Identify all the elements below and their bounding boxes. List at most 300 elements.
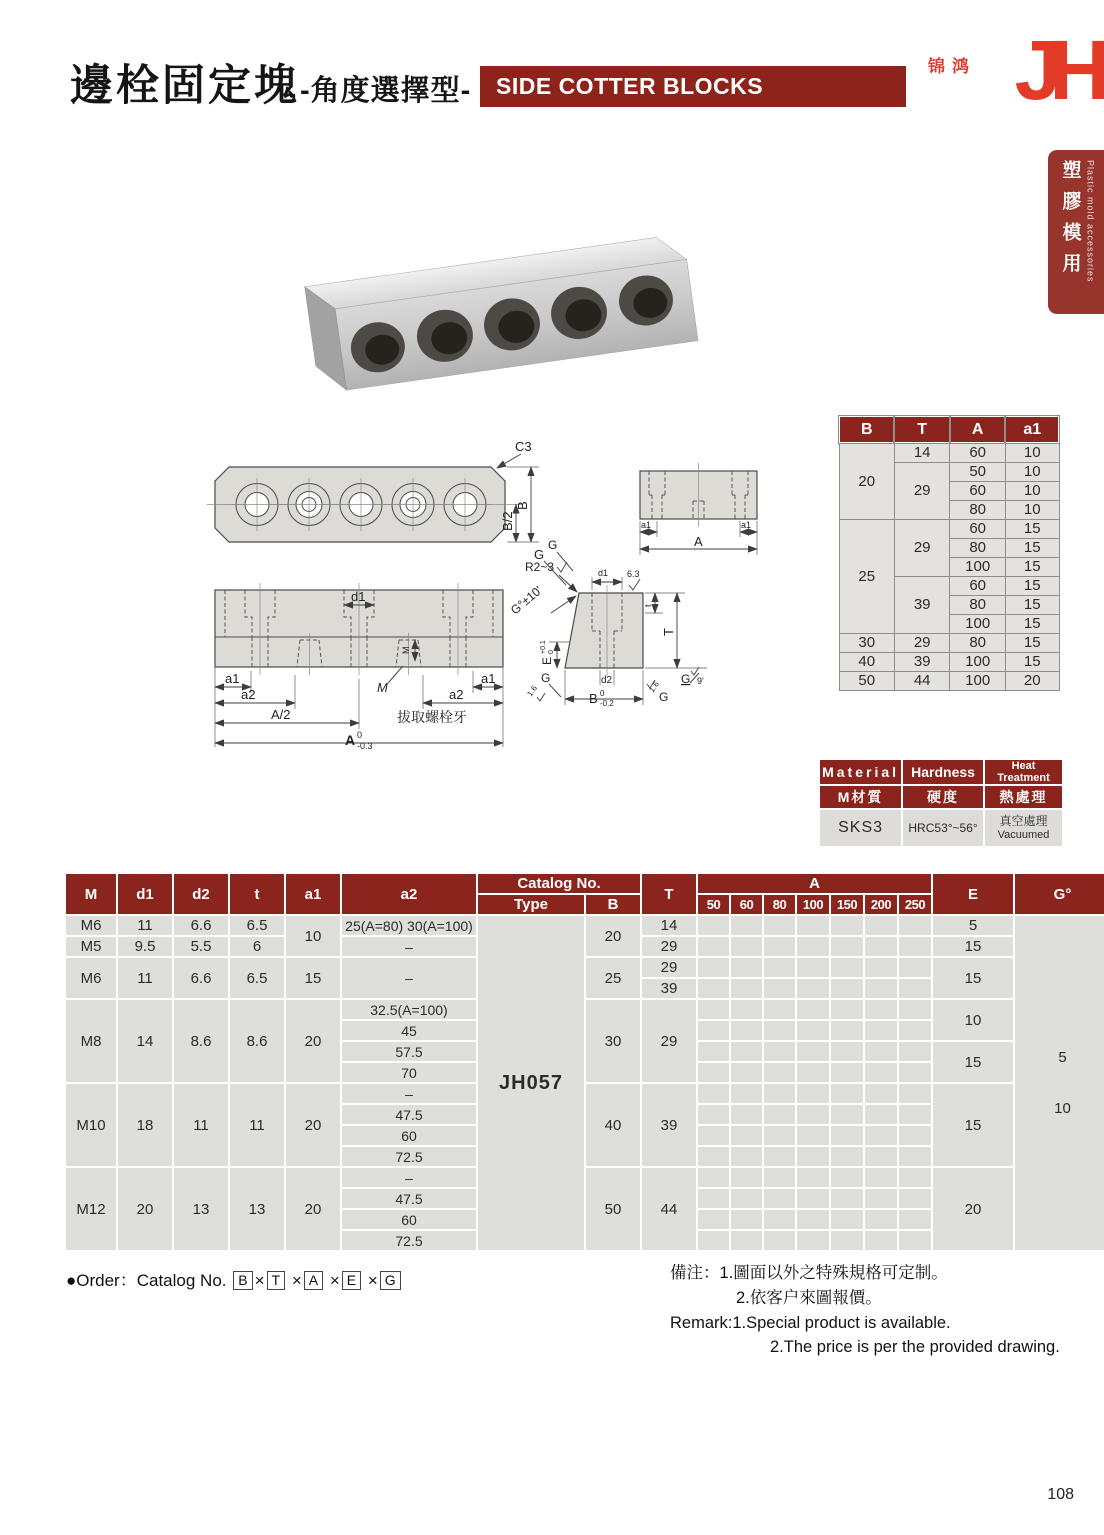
- spec-a-cell: [764, 1210, 795, 1229]
- spec-cell-t: 6.5: [230, 916, 284, 935]
- table-row: [66, 916, 1104, 935]
- label-a-tol-sub: -0.3: [357, 741, 373, 751]
- spec-cell-d2: 13: [174, 1168, 228, 1250]
- bta-cell-a1: 15: [1005, 557, 1059, 576]
- bta-cell-a1: 10: [1005, 443, 1059, 462]
- bta-cell-t: 29: [894, 633, 949, 652]
- table-row: [839, 633, 1059, 652]
- spec-cell-e: 10: [933, 1000, 1013, 1040]
- mat-header-hardness-zh: 硬度: [903, 786, 983, 808]
- spec-cell-T: 39: [642, 1084, 696, 1166]
- label-c3: C3: [515, 439, 532, 454]
- spec-cell-t: 8.6: [230, 1000, 284, 1082]
- logo-chinese-text: 锦鸿: [928, 57, 976, 76]
- spec-cell-b: 40: [586, 1084, 640, 1166]
- bta-cell-a: 100: [950, 652, 1006, 671]
- remark-en-2: 2.The price is per the provided drawing.: [770, 1338, 1060, 1357]
- spec-a-cell: [831, 979, 863, 998]
- spec-a-cell: [764, 1126, 795, 1145]
- bta-cell-a1: 15: [1005, 633, 1059, 652]
- spec-cell-b: 50: [586, 1168, 640, 1250]
- spec-header-a200: 200: [865, 895, 897, 914]
- spec-cell-a2: –: [342, 1168, 476, 1187]
- label-a1-right: a1: [481, 671, 496, 686]
- spec-cell-m: M10: [66, 1084, 116, 1166]
- end-view: [640, 463, 757, 555]
- bta-cell-t: 39: [894, 652, 949, 671]
- label-end-a1-left: a1: [641, 520, 652, 530]
- label-d1-front: d1: [351, 589, 366, 604]
- spec-a-cell: [764, 1105, 795, 1124]
- spec-a-cell: [865, 1168, 897, 1187]
- spec-table-wrap: [64, 872, 1104, 1252]
- bta-header-a1: a1: [1005, 416, 1059, 443]
- spec-a-cell: [797, 1042, 829, 1061]
- mat-header-heat-zh: 熱處理: [985, 786, 1062, 808]
- bta-cell-t: 44: [894, 671, 949, 690]
- spec-g-value-1: 5: [1058, 1049, 1067, 1066]
- bta-cell-a: 80: [950, 595, 1006, 614]
- spec-cell-d1: 18: [118, 1084, 172, 1166]
- label-g-bottom-left: G: [541, 671, 551, 685]
- spec-cell-T: 44: [642, 1168, 696, 1250]
- bta-cell-a1: 10: [1005, 500, 1059, 519]
- spec-header-m: M: [66, 874, 116, 914]
- spec-header-a50: 50: [698, 895, 729, 914]
- spec-a-cell: [899, 1210, 931, 1229]
- label-e-sub: 0: [548, 650, 555, 654]
- label-end-a: A: [694, 534, 703, 549]
- spec-a-cell: [899, 1105, 931, 1124]
- label-g-plan: G: [534, 547, 545, 562]
- spec-a-cell: [865, 1105, 897, 1124]
- spec-cell-m: M12: [66, 1168, 116, 1250]
- spec-cell-a2: –: [342, 958, 476, 998]
- spec-a-cell: [865, 1063, 897, 1082]
- spec-cell-a2: –: [342, 937, 476, 956]
- spec-a-cell: [865, 1147, 897, 1166]
- spec-cell-a2: 32.5(A=100): [342, 1000, 476, 1019]
- company-logo: [922, 23, 1100, 122]
- mat-header-material: Material: [820, 760, 901, 784]
- spec-a-cell: [831, 1000, 863, 1019]
- spec-cell-T: 29: [642, 937, 696, 956]
- table-row: [66, 1000, 1104, 1019]
- spec-cell-a2: 45: [342, 1021, 476, 1040]
- spec-a-cell: [899, 958, 931, 977]
- spec-a-cell: [731, 1000, 762, 1019]
- spec-a-cell: [698, 979, 729, 998]
- order-line: [66, 1266, 403, 1291]
- size-combination-table: [838, 415, 1060, 691]
- spec-a-cell: [764, 937, 795, 956]
- bta-cell-t: 29: [894, 462, 949, 519]
- spec-a-cell: [764, 1147, 795, 1166]
- sidebar-tab-chinese: 塑膠模用: [1059, 160, 1081, 284]
- bta-cell-t: 39: [894, 576, 949, 633]
- bta-cell-a: 60: [950, 519, 1006, 538]
- spec-a-cell: [797, 1168, 829, 1187]
- spec-a-cell: [797, 1126, 829, 1145]
- spec-a-cell: [731, 1105, 762, 1124]
- material-table: [818, 758, 1064, 848]
- spec-header-a80: 80: [764, 895, 795, 914]
- order-box-b: B: [233, 1271, 252, 1290]
- order-times: ×: [367, 1271, 378, 1290]
- label-g-angle: G°±10': [507, 583, 545, 618]
- spec-a-cell: [764, 1231, 795, 1250]
- label-nine: 9': [697, 676, 704, 686]
- spec-a-cell: [731, 1189, 762, 1208]
- bta-header-t: T: [894, 416, 949, 443]
- bta-cell-a1: 10: [1005, 481, 1059, 500]
- spec-a-cell: [797, 1000, 829, 1019]
- spec-a-cell: [764, 1042, 795, 1061]
- spec-a-cell: [899, 1231, 931, 1250]
- spec-cell-a1: 20: [286, 1168, 340, 1250]
- spec-a-cell: [865, 958, 897, 977]
- spec-a-cell: [764, 979, 795, 998]
- spec-a-cell: [698, 1147, 729, 1166]
- spec-a-cell: [731, 1063, 762, 1082]
- label-b-sub: -0.2: [600, 699, 614, 708]
- spec-a-cell: [698, 1210, 729, 1229]
- spec-cell-t: 6: [230, 937, 284, 956]
- logo-jh-mark: JH: [1014, 23, 1098, 117]
- spec-header-a2: a2: [342, 874, 476, 914]
- spec-cell-e: 15: [933, 1042, 1013, 1082]
- bta-cell-a1: 15: [1005, 538, 1059, 557]
- spec-cell-d2: 6.6: [174, 958, 228, 998]
- spec-a-cell: [731, 1126, 762, 1145]
- spec-a-cell: [899, 1042, 931, 1061]
- spec-cell-a2: 60: [342, 1126, 476, 1145]
- bta-cell-b: 20: [839, 443, 894, 519]
- sidebar-tab-english: Plastic mold accessories: [1085, 160, 1096, 283]
- label-a2-left: a2: [241, 687, 256, 702]
- spec-cell-T: 29: [642, 1000, 696, 1082]
- spec-a-cell: [899, 979, 931, 998]
- spec-cell-d2: 11: [174, 1084, 228, 1166]
- spec-a-cell: [865, 1231, 897, 1250]
- spec-cell-d1: 20: [118, 1168, 172, 1250]
- spec-a-cell: [831, 1189, 863, 1208]
- spec-cell-e: 20: [933, 1168, 1013, 1250]
- label-extract-note: 拔取螺栓牙: [397, 709, 467, 725]
- label-r2-3: R2~3: [525, 560, 555, 574]
- spec-a-cell: [731, 1168, 762, 1187]
- spec-a-cell: [731, 1231, 762, 1250]
- spec-a-cell: [698, 1084, 729, 1103]
- spec-cell-m: M8: [66, 1000, 116, 1082]
- label-b-half: B/2: [500, 511, 515, 531]
- spec-a-cell: [698, 958, 729, 977]
- table-row: [839, 519, 1059, 538]
- spec-cell-a2: –: [342, 1084, 476, 1103]
- spec-a-cell: [764, 1168, 795, 1187]
- spec-a-cell: [899, 1084, 931, 1103]
- label-b-sup: 0: [600, 689, 605, 698]
- spec-a-cell: [797, 1105, 829, 1124]
- table-row: [66, 937, 1104, 956]
- table-row: [66, 1168, 1104, 1187]
- spec-header-d2: d2: [174, 874, 228, 914]
- spec-a-cell: [698, 1231, 729, 1250]
- spec-a-cell: [831, 916, 863, 935]
- remark-en-1: Remark:1.Special product is available.: [670, 1313, 951, 1332]
- spec-a-cell: [899, 1147, 931, 1166]
- label-d2: d2: [601, 675, 613, 686]
- spec-cell-a2: 70: [342, 1063, 476, 1082]
- label-d1-side: d1: [598, 568, 609, 578]
- spec-cell-d1: 11: [118, 958, 172, 998]
- spec-a-cell: [698, 1063, 729, 1082]
- spec-cell-b: 20: [586, 916, 640, 956]
- spec-a-cell: [797, 1084, 829, 1103]
- spec-a-cell: [797, 979, 829, 998]
- spec-a-cell: [831, 1231, 863, 1250]
- label-T: T: [661, 628, 676, 636]
- label-g-far-right: G: [681, 672, 691, 686]
- spec-cell-a2: 25(A=80) 30(A=100): [342, 916, 476, 935]
- order-times: ×: [329, 1271, 340, 1290]
- spec-a-cell: [797, 937, 829, 956]
- spec-a-cell: [731, 937, 762, 956]
- bta-cell-a1: 10: [1005, 462, 1059, 481]
- page-title: [70, 52, 471, 113]
- mat-value-hardness: HRC53°~56°: [903, 810, 983, 846]
- spec-a-cell: [865, 937, 897, 956]
- spec-table: [64, 872, 1104, 1252]
- table-row: [839, 671, 1059, 690]
- spec-a-cell: [831, 1063, 863, 1082]
- spec-a-cell: [899, 1000, 931, 1019]
- spec-a-cell: [764, 1189, 795, 1208]
- label-a-tol: A: [345, 732, 356, 748]
- spec-a-cell: [899, 1021, 931, 1040]
- product-photo: [250, 192, 720, 432]
- page-number: 108: [1047, 1486, 1074, 1503]
- spec-header-type: Type: [478, 895, 584, 914]
- bta-cell-b: 25: [839, 519, 894, 633]
- spec-a-cell: [764, 958, 795, 977]
- spec-a-cell: [865, 1210, 897, 1229]
- bta-cell-a: 100: [950, 614, 1006, 633]
- spec-g-value-2: 10: [1054, 1100, 1071, 1117]
- spec-a-cell: [797, 1063, 829, 1082]
- label-a-tol-sup: 0: [357, 730, 363, 740]
- label-e-sup: +0.1: [540, 640, 547, 654]
- spec-header-a150: 150: [831, 895, 863, 914]
- order-times: ×: [254, 1271, 265, 1290]
- page-title-sub: -角度選擇型-: [300, 75, 472, 107]
- label-finish-16-left: 1.6: [525, 683, 540, 699]
- spec-header-b: B: [586, 895, 640, 914]
- spec-header-catalog: Catalog No.: [478, 874, 640, 893]
- spec-cell-a2: 47.5: [342, 1105, 476, 1124]
- spec-cell-d2: 8.6: [174, 1000, 228, 1082]
- spec-header-a1: a1: [286, 874, 340, 914]
- bta-cell-a1: 20: [1005, 671, 1059, 690]
- spec-a-cell: [899, 937, 931, 956]
- remarks-block: [670, 1261, 1060, 1360]
- bta-cell-b: 40: [839, 652, 894, 671]
- spec-a-cell: [899, 1168, 931, 1187]
- spec-a-cell: [764, 1084, 795, 1103]
- spec-a-cell: [865, 1021, 897, 1040]
- spec-cell-t: 6.5: [230, 958, 284, 998]
- spec-a-cell: [865, 1189, 897, 1208]
- spec-a-cell: [831, 1105, 863, 1124]
- label-finish-63: 6.3: [627, 569, 640, 579]
- spec-a-cell: [764, 1021, 795, 1040]
- spec-a-cell: [764, 916, 795, 935]
- mat-value-heat-en: Vacuumed: [997, 828, 1050, 841]
- mat-header-hardness: Hardness: [903, 760, 983, 784]
- spec-a-cell: [731, 1147, 762, 1166]
- order-box-g: G: [380, 1271, 401, 1290]
- spec-a-cell: [899, 1063, 931, 1082]
- bta-cell-a: 60: [950, 481, 1006, 500]
- bta-cell-a1: 15: [1005, 595, 1059, 614]
- spec-cell-d1: 14: [118, 1000, 172, 1082]
- spec-cell-a1: 20: [286, 1084, 340, 1166]
- spec-a-cell: [797, 1210, 829, 1229]
- spec-a-cell: [698, 1126, 729, 1145]
- spec-a-cell: [698, 1021, 729, 1040]
- mat-value-heat-zh: 真空處理: [999, 813, 1048, 828]
- label-end-a1-right: a1: [741, 520, 752, 530]
- mat-value-material: SKS3: [820, 810, 901, 846]
- spec-cell-a2: 57.5: [342, 1042, 476, 1061]
- spec-cell-a1: 15: [286, 958, 340, 998]
- spec-cell-d2: 5.5: [174, 937, 228, 956]
- spec-a-cell: [797, 1021, 829, 1040]
- spec-cell-e: 15: [933, 937, 1013, 956]
- label-m-dim: M: [401, 646, 411, 654]
- side-section-view: [508, 538, 707, 708]
- spec-a-cell: [797, 958, 829, 977]
- label-b-side: B: [589, 691, 598, 706]
- spec-a-cell: [797, 916, 829, 935]
- spec-header-a250: 250: [899, 895, 931, 914]
- bta-cell-a: 50: [950, 462, 1006, 481]
- spec-cell-a2: 72.5: [342, 1231, 476, 1250]
- spec-a-cell: [797, 1147, 829, 1166]
- spec-a-cell: [731, 1021, 762, 1040]
- label-b: B: [515, 501, 530, 510]
- label-g-top: G: [548, 538, 558, 552]
- spec-a-cell: [899, 916, 931, 935]
- spec-cell-a1: 10: [286, 916, 340, 956]
- spec-a-cell: [899, 1126, 931, 1145]
- mat-header-material-zh: M材質: [820, 786, 901, 808]
- bta-cell-t: 29: [894, 519, 949, 576]
- spec-cell-T: 29: [642, 958, 696, 977]
- spec-a-cell: [831, 958, 863, 977]
- spec-a-cell: [831, 1021, 863, 1040]
- spec-a-cell: [831, 1084, 863, 1103]
- spec-a-cell: [797, 1231, 829, 1250]
- table-row: [839, 652, 1059, 671]
- bta-cell-a: 100: [950, 557, 1006, 576]
- mat-header-heat: Heat Treatment: [985, 760, 1062, 784]
- spec-a-cell: [698, 937, 729, 956]
- spec-cell-e: 5: [933, 916, 1013, 935]
- spec-header-d1: d1: [118, 874, 172, 914]
- spec-cell-g: [1015, 916, 1104, 1250]
- spec-header-e: E: [933, 874, 1013, 914]
- spec-cell-b: 30: [586, 1000, 640, 1082]
- front-section-view: [215, 583, 503, 751]
- label-t-small: t: [643, 604, 653, 607]
- label-m-leader: M: [377, 680, 388, 695]
- spec-a-cell: [764, 1000, 795, 1019]
- spec-header-t: t: [230, 874, 284, 914]
- order-box-a: A: [304, 1271, 323, 1290]
- bta-cell-b: 30: [839, 633, 894, 652]
- page-title-main: 邊栓固定塊: [70, 62, 300, 110]
- spec-a-cell: [831, 1042, 863, 1061]
- spec-cell-a2: 47.5: [342, 1189, 476, 1208]
- spec-cell-e: 15: [933, 958, 1013, 998]
- section-banner: SIDE COTTER BLOCKS: [480, 66, 906, 107]
- table-row: [66, 958, 1104, 977]
- spec-a-cell: [865, 1084, 897, 1103]
- label-a2-right: a2: [449, 687, 464, 702]
- spec-cell-t: 13: [230, 1168, 284, 1250]
- spec-cell-a1: 20: [286, 1000, 340, 1082]
- remark-zh-1: 備注：1.圖面以外之特殊規格可定制。: [670, 1264, 948, 1282]
- label-e-group: [540, 640, 555, 665]
- spec-a-cell: [831, 1168, 863, 1187]
- remark-zh-2: 2.依客户來圖報價。: [736, 1288, 882, 1307]
- plan-view: [207, 439, 566, 585]
- bta-cell-b: 50: [839, 671, 894, 690]
- table-row: [820, 810, 1062, 846]
- bta-cell-a: 60: [950, 576, 1006, 595]
- spec-header-a: A: [698, 874, 931, 893]
- spec-a-cell: [865, 1042, 897, 1061]
- spec-cell-m: M6: [66, 916, 116, 935]
- bta-cell-a: 80: [950, 538, 1006, 557]
- bta-header-b: B: [839, 416, 894, 443]
- spec-header-a100: 100: [797, 895, 829, 914]
- spec-a-cell: [865, 1000, 897, 1019]
- spec-a-cell: [764, 1063, 795, 1082]
- spec-a-cell: [731, 1210, 762, 1229]
- label-a1-left: a1: [225, 671, 240, 686]
- bta-cell-a1: 15: [1005, 614, 1059, 633]
- spec-header-a60: 60: [731, 895, 762, 914]
- bta-header-a: A: [950, 416, 1006, 443]
- bta-cell-a: 100: [950, 671, 1006, 690]
- order-label: ●Order：Catalog No.: [66, 1271, 227, 1290]
- label-a-half: A/2: [271, 707, 291, 722]
- spec-cell-T: 14: [642, 916, 696, 935]
- label-g-bottom-right: G: [659, 690, 669, 704]
- bta-cell-a1: 15: [1005, 652, 1059, 671]
- bta-cell-a: 80: [950, 500, 1006, 519]
- bta-cell-a1: 15: [1005, 576, 1059, 595]
- bta-cell-t: 14: [894, 443, 949, 462]
- spec-cell-b: 25: [586, 958, 640, 998]
- spec-a-cell: [698, 1105, 729, 1124]
- label-e: E: [540, 656, 554, 665]
- spec-header-T: T: [642, 874, 696, 914]
- spec-a-cell: [831, 1126, 863, 1145]
- order-box-t: T: [267, 1271, 286, 1290]
